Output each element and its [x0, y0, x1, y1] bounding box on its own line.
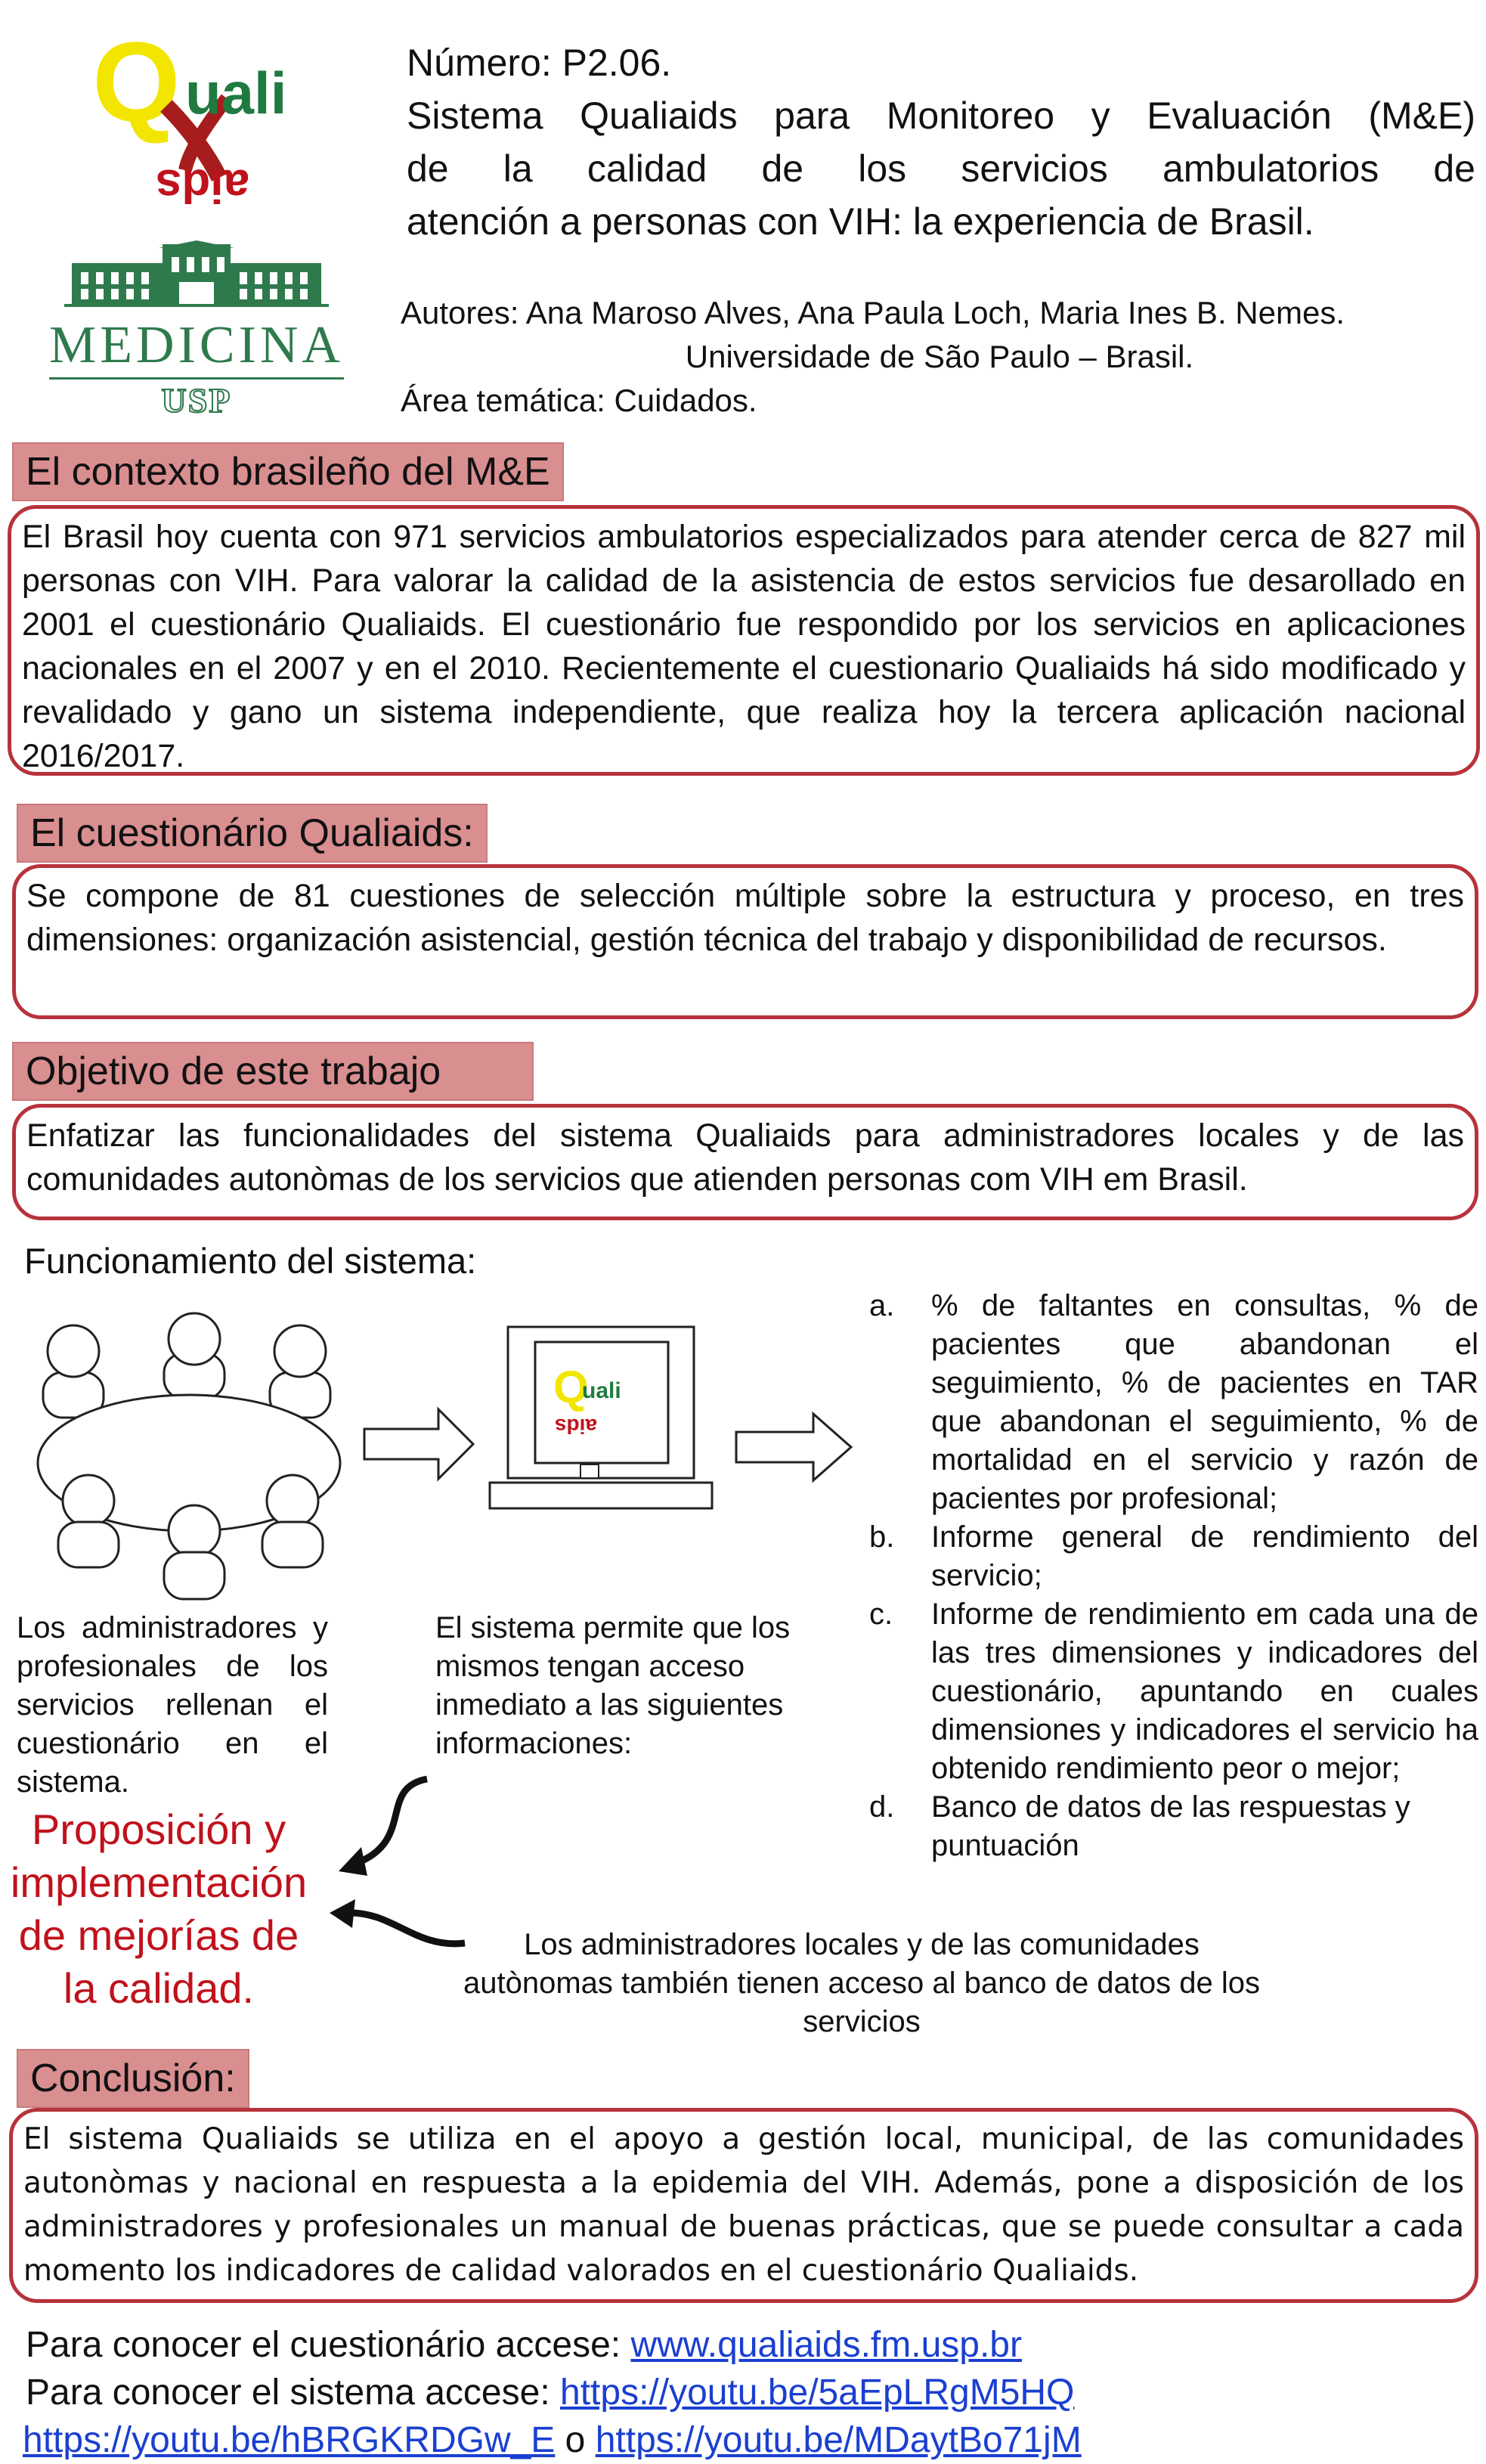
list-item	[869, 1788, 1478, 1865]
list-item	[869, 1595, 1478, 1788]
curved-arrow-icon-2	[325, 1896, 469, 1960]
authors-block	[401, 291, 1478, 423]
qualiaids-website-link[interactable]: www.qualiaids.fm.usp.br	[630, 2325, 1022, 2365]
context-text: El Brasil hoy cuenta con 971 servicios ambulatorios especializados para atender cerca de 827 mil personas con VIH. Para valorar la calidad de la asistencia de estos servicios fue desarollado en 2001 el cuestionário Qualiaids. El cuestionário fue respondido por los servicios en aplicaciones nacionales en el 2007 y en el 2010. Recientemente el cuestionario Qualiaids há sido modificado y revalidado y gano un sistema independiente, que realiza hoy la tercera aplicación nacional 2016/2017.	[22, 519, 1466, 774]
context-heading: El contexto brasileño del M&E	[12, 442, 564, 501]
list-item-text: Banco de datos de las respuestas y puntuación	[931, 1790, 1410, 1862]
questionnaire-heading: El cuestionário Qualiaids:	[17, 804, 488, 863]
objective-text: Enfatizar las funcionalidades del sistema Qualiaids para administradores locales y de las comunidades autonòmas de los servicios que atienden personas com VIH em Brasil.	[26, 1117, 1464, 1198]
footer-questionnaire-label: Para conocer el cuestionário accese:	[26, 2325, 631, 2365]
svg-text:aids: aids	[155, 160, 249, 204]
youtube-link-1[interactable]: https://youtu.be/5aEpLRgM5HQ	[560, 2373, 1075, 2413]
questionnaire-text: Se compone de 81 cuestiones de selección múltiple sobre la estructura y proceso, en tres dimensiones: organización asistencial, gestión técnica del trabajo y disponibilidad de recursos.	[26, 878, 1464, 958]
list-item-text: Informe de rendimiento em cada una de las tres dimensiones y indicadores del cuestionário, apuntando en cuales dimensiones y indicadores el servicio ha obtenido rendimiento peor o mejor;	[931, 1598, 1478, 1785]
poster-title-block	[407, 36, 1475, 248]
right-arrow-icon-2	[735, 1411, 856, 1490]
list-item-text: % de faltantes en consultas, % de pacientes que abandonan el seguimiento, % de pacientes en TAR que abandonan el seguimiento, % de mortalidad en el servicio y razón de pacientes por profesional;	[931, 1289, 1478, 1515]
list-item-label: d.	[869, 1790, 895, 1824]
computer-illustration	[484, 1319, 718, 1520]
youtube-link-2[interactable]: https://youtu.be/hBRGKRDGw_E	[23, 2420, 556, 2460]
authors: Autores: Ana Maroso Alves, Ana Paula Loch, Maria Ines B. Nemes.	[401, 295, 1345, 330]
medicina-usp-logo	[34, 240, 359, 422]
caption-database-access: Los administradores locales y de las comunidades autònomas también tienen acceso al banco de datos de los servicios	[463, 1928, 1261, 2038]
title-line-1: Sistema Qualiaids para Monitoreo y Evaluación (M&E)	[407, 95, 1475, 137]
medicina-wordmark: MEDICINA	[49, 316, 344, 374]
conclusion-box	[9, 2108, 1478, 2303]
list-item-label: c.	[869, 1598, 893, 1631]
thematic-area: Área temática: Cuidados.	[401, 383, 757, 418]
list-item	[869, 1287, 1478, 1518]
context-box	[8, 505, 1480, 776]
svg-text:uali: uali	[185, 60, 287, 126]
functioning-heading: Funcionamiento del sistema:	[24, 1241, 477, 1281]
list-item	[869, 1518, 1478, 1595]
footer-line-2	[26, 2369, 1082, 2416]
poster-number: Número: P2.06.	[407, 42, 672, 84]
footer-line-3	[23, 2416, 1082, 2464]
svg-text:Q: Q	[92, 18, 181, 145]
list-item-text: Informe general de rendimiento del servicio;	[931, 1520, 1478, 1592]
footer-system-label: Para conocer el sistema accese:	[26, 2373, 560, 2413]
improvement-proposal-text: Proposición y implementación de mejorías de la calidad.	[10, 1805, 308, 2012]
university: Universidade de São Paulo – Brasil.	[685, 339, 1194, 374]
conclusion-heading: Conclusión:	[17, 2049, 249, 2108]
faculty-building-icon	[34, 240, 359, 308]
qualiaids-logo	[76, 15, 333, 204]
list-item-label: a.	[869, 1289, 895, 1322]
objective-heading: Objetivo de este trabajo	[12, 1042, 534, 1101]
objective-box	[12, 1104, 1478, 1220]
footer-links	[23, 2321, 1082, 2464]
svg-text:uali: uali	[582, 1378, 621, 1403]
people-around-table-illustration	[34, 1312, 344, 1614]
footer-line-1	[26, 2321, 1082, 2369]
svg-text:aids: aids	[554, 1415, 597, 1438]
questionnaire-box	[12, 864, 1478, 1019]
footer-connector: o	[555, 2420, 596, 2460]
caption-administrators: Los administradores y profesionales de los servicios rellenan el cuestionário en el sistema.	[17, 1611, 328, 1799]
information-list	[869, 1287, 1478, 1865]
title-line-3: atención a personas con VIH: la experiencia de Brasil.	[407, 200, 1314, 243]
conclusion-text: El sistema Qualiaids se utiliza en el apoyo a gestión local, municipal, de las comunidades autonòmas y nacional en respuesta a la epidemia del VIH. Además, pone a disposición de los administradores y profesionales un manual de buenas prácticas, que se puede consultar a cada momento los indicadores de calidad valorados en el cuestionário Qualiaids.	[23, 2122, 1464, 2288]
svg-text:Q: Q	[553, 1362, 589, 1412]
usp-wordmark: USP	[161, 381, 232, 420]
right-arrow-icon	[363, 1406, 476, 1486]
list-item-label: b.	[869, 1520, 895, 1554]
caption-system-access: El sistema permite que los mismos tengan acceso inmediato a las siguientes informaciones:	[435, 1611, 791, 1760]
youtube-link-3[interactable]: https://youtu.be/MDaytBo71jM	[595, 2420, 1082, 2460]
title-line-2: de la calidad de los servicios ambulatorios de	[407, 147, 1475, 190]
curved-arrow-icon	[333, 1773, 438, 1890]
